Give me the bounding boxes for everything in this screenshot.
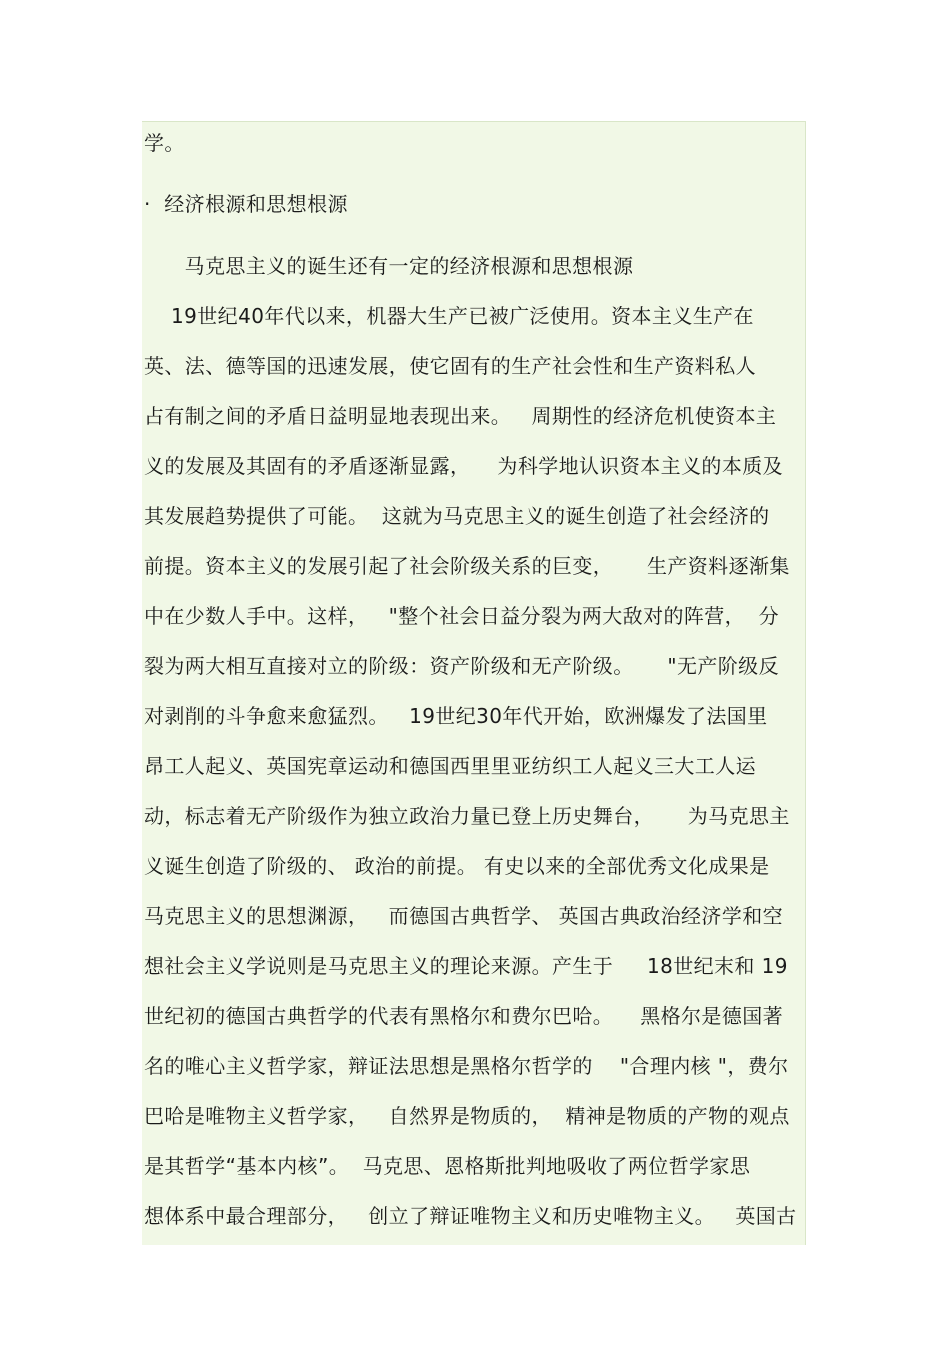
text-line: 对剥削的斗争愈来愈猛烈。 19世纪30年代开始，欧洲爆发了法国里 — [144, 704, 768, 728]
section-heading: · 经济根源和思想根源 — [144, 192, 348, 216]
text-line: 英、法、德等国的迅速发展，使它固有的生产社会性和生产资料私人 — [144, 354, 756, 378]
text-line: 动，标志着无产阶级作为独立政治力量已登上历史舞台， 为马克思主 — [144, 804, 790, 828]
text-line: 马克思主义的诞生还有一定的经济根源和思想根源 — [144, 254, 634, 278]
text-line: 名的唯心主义哲学家，辩证法思想是黑格尔哲学的 "合理内核 "，费尔 — [144, 1054, 789, 1078]
document-text-block — [142, 121, 806, 1245]
text-line: 世纪初的德国古典哲学的代表有黑格尔和费尔巴哈。 黑格尔是德国著 — [144, 1004, 784, 1028]
text-line: 学。 — [144, 131, 185, 155]
text-line: 其发展趋势提供了可能。 这就为马克思主义的诞生创造了社会经济的 — [144, 504, 770, 528]
text-line: 中在少数人手中。这样， "整个社会日益分裂为两大敌对的阵营， 分 — [144, 604, 779, 628]
text-line: 前提。资本主义的发展引起了社会阶级关系的巨变， 生产资料逐渐集 — [144, 554, 790, 578]
text-line: 是其哲学“基本内核”。 马克思、恩格斯批判地吸收了两位哲学家思 — [144, 1154, 751, 1178]
text-line: 巴哈是唯物主义哲学家， 自然界是物质的， 精神是物质的产物的观点 — [144, 1104, 790, 1128]
text-line: 昂工人起义、英国宪章运动和德国西里里亚纺织工人起义三大工人运 — [144, 754, 756, 778]
text-line: 义诞生创造了阶级的、 政治的前提。 有史以来的全部优秀文化成果是 — [144, 854, 770, 878]
text-line: 马克思主义的思想渊源， 而德国古典哲学、 英国古典政治经济学和空 — [144, 904, 784, 928]
text-line: 想体系中最合理部分， 创立了辩证唯物主义和历史唯物主义。 英国古 — [144, 1204, 797, 1228]
text-line: 义的发展及其固有的矛盾逐渐显露， 为科学地认识资本主义的本质及 — [144, 454, 784, 478]
text-line: 裂为两大相互直接对立的阶级：资产阶级和无产阶级。 "无产阶级反 — [144, 654, 779, 678]
text-line: 想社会主义学说则是马克思主义的理论来源。产生于 18世纪末和 19 — [144, 954, 788, 978]
text-line: 19世纪40年代以来，机器大生产已被广泛使用。资本主义生产在 — [144, 304, 754, 328]
text-line: 占有制之间的矛盾日益明显地表现出来。 周期性的经济危机使资本主 — [144, 404, 777, 428]
